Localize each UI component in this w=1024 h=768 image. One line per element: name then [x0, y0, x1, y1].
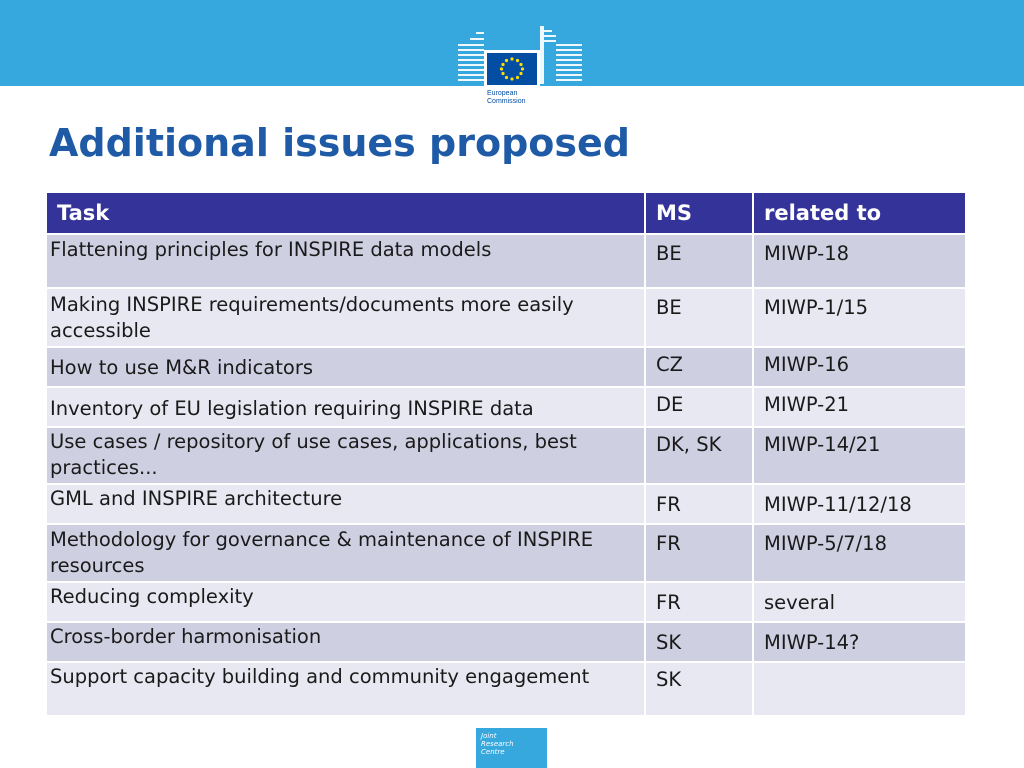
table-row — [47, 427, 965, 484]
table-row — [47, 662, 965, 716]
task-cell: Making INSPIRE requirements/documents more easily accessible — [47, 288, 645, 347]
related-cell: MIWP-21 — [753, 387, 965, 427]
ms-cell: BE — [645, 234, 753, 288]
task-cell: Flattening principles for INSPIRE data models — [47, 234, 645, 288]
task-cell: Use cases / repository of use cases, applications, best practices... — [47, 427, 645, 484]
ms-cell: DK, SK — [645, 427, 753, 484]
table-header-row — [47, 193, 965, 234]
related-cell: MIWP-18 — [753, 234, 965, 288]
jrc-logo-line2: Research — [481, 740, 514, 748]
related-cell: MIWP-11/12/18 — [753, 484, 965, 524]
header-task: Task — [47, 193, 645, 234]
related-cell: MIWP-14/21 — [753, 427, 965, 484]
ms-cell: FR — [645, 484, 753, 524]
ms-cell: BE — [645, 288, 753, 347]
task-cell: How to use M&R indicators — [47, 347, 645, 387]
related-cell — [753, 662, 965, 716]
ms-cell: SK — [645, 622, 753, 662]
jrc-logo-line1: Joint — [481, 732, 497, 740]
european-commission-logo — [456, 24, 584, 112]
related-cell: MIWP-5/7/18 — [753, 524, 965, 582]
table-row — [47, 484, 965, 524]
ms-cell: CZ — [645, 347, 753, 387]
table-row — [47, 288, 965, 347]
ec-logo-line2: Commission — [487, 98, 526, 105]
table-row — [47, 234, 965, 288]
page-title: Additional issues proposed — [49, 121, 630, 165]
ec-logo-line1: European — [487, 90, 518, 97]
ms-cell: DE — [645, 387, 753, 427]
issues-table — [47, 193, 965, 717]
task-cell: GML and INSPIRE architecture — [47, 484, 645, 524]
related-cell: MIWP-1/15 — [753, 288, 965, 347]
table-row — [47, 524, 965, 582]
table-row — [47, 582, 965, 622]
header-related-to: related to — [753, 193, 965, 234]
table-row — [47, 387, 965, 427]
header-ms: MS — [645, 193, 753, 234]
task-cell: Reducing complexity — [47, 582, 645, 622]
ms-cell: SK — [645, 662, 753, 716]
table-row — [47, 347, 965, 387]
task-cell: Support capacity building and community engagement — [47, 662, 645, 716]
ms-cell: FR — [645, 582, 753, 622]
related-cell: MIWP-16 — [753, 347, 965, 387]
table-row — [47, 622, 965, 662]
jrc-logo-line3: Centre — [481, 748, 505, 756]
related-cell: MIWP-14? — [753, 622, 965, 662]
related-cell: several — [753, 582, 965, 622]
task-cell: Inventory of EU legislation requiring INSPIRE data — [47, 387, 645, 427]
task-cell: Cross-border harmonisation — [47, 622, 645, 662]
joint-research-centre-logo — [476, 728, 547, 768]
ms-cell: FR — [645, 524, 753, 582]
task-cell: Methodology for governance & maintenance of INSPIRE resources — [47, 524, 645, 582]
